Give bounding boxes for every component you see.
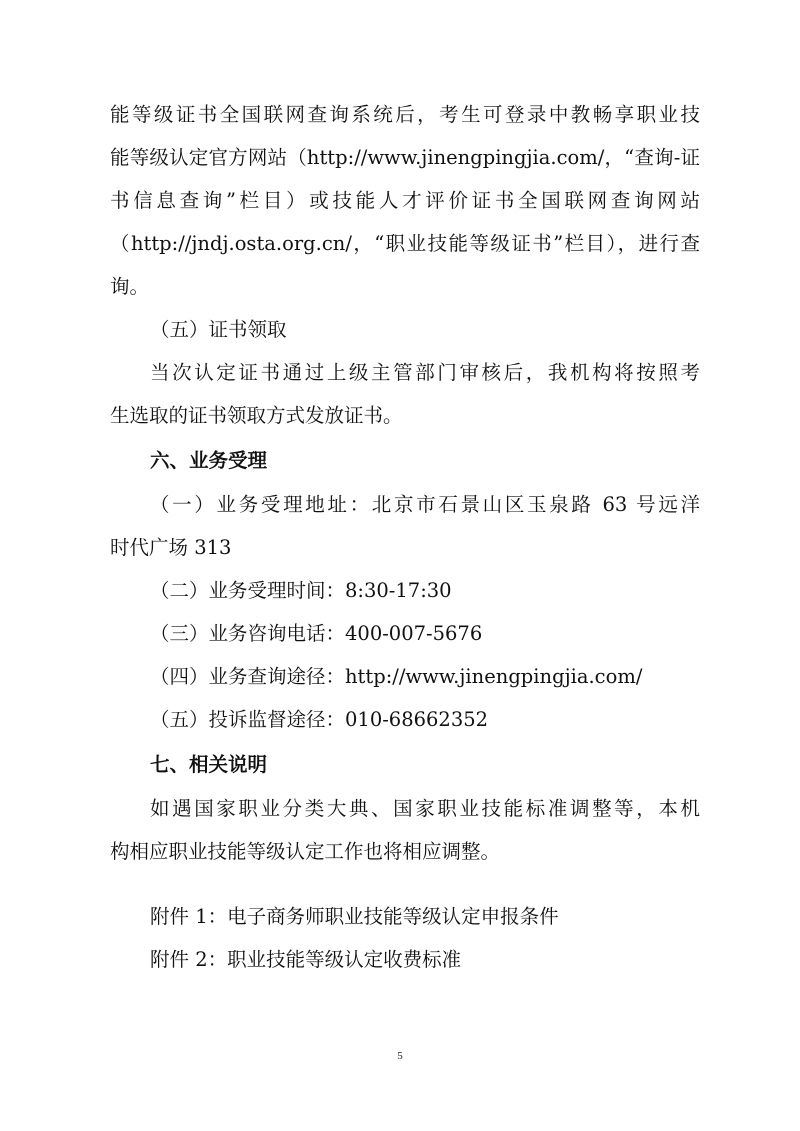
paragraph-line: 如遇国家职业分类大典、国家职业技能标准调整等，本机 xyxy=(150,797,700,820)
subsection-title: （五）证书领取 xyxy=(150,318,287,341)
section-heading: 七、相关说明 xyxy=(150,753,268,776)
paragraph-line: 能等级认定官方网站（http://www.jinengpingjia.com/，“查询-证 xyxy=(110,146,700,169)
business-item: （五）投诉监督途径：010-68662352 xyxy=(150,708,489,731)
business-item: （四）业务查询途径：http://www.jinengpingjia.com/ xyxy=(150,665,643,688)
page-number: 5 xyxy=(397,1050,403,1062)
paragraph-line: （http://jndj.osta.org.cn/，“职业技能等级证书”栏目），进行查 xyxy=(110,232,700,255)
attachment-item: 附件 2：职业技能等级认定收费标准 xyxy=(150,948,462,971)
paragraph-line: 构相应职业技能等级认定工作也将相应调整。 xyxy=(110,840,501,863)
business-item: （一）业务受理地址：北京市石景山区玉泉路 63 号远洋 xyxy=(150,493,700,516)
paragraph-line: 生选取的证书领取方式发放证书。 xyxy=(110,404,403,427)
paragraph-line: 当次认定证书通过上级主管部门审核后，我机构将按照考 xyxy=(150,361,700,384)
business-item: （三）业务咨询电话：400-007-5676 xyxy=(150,622,483,645)
paragraph-line: 询。 xyxy=(110,275,150,298)
paragraph-line: 能等级证书全国联网查询系统后，考生可登录中教畅享职业技 xyxy=(110,103,700,126)
section-heading: 六、业务受理 xyxy=(150,449,268,472)
business-item: （二）业务受理时间：8:30-17:30 xyxy=(150,579,452,602)
business-item: 时代广场 313 xyxy=(110,536,232,559)
attachment-item: 附件 1：电子商务师职业技能等级认定申报条件 xyxy=(150,905,559,928)
paragraph-line: 书信息查询”栏目）或技能人才评价证书全国联网查询网站 xyxy=(110,189,700,212)
